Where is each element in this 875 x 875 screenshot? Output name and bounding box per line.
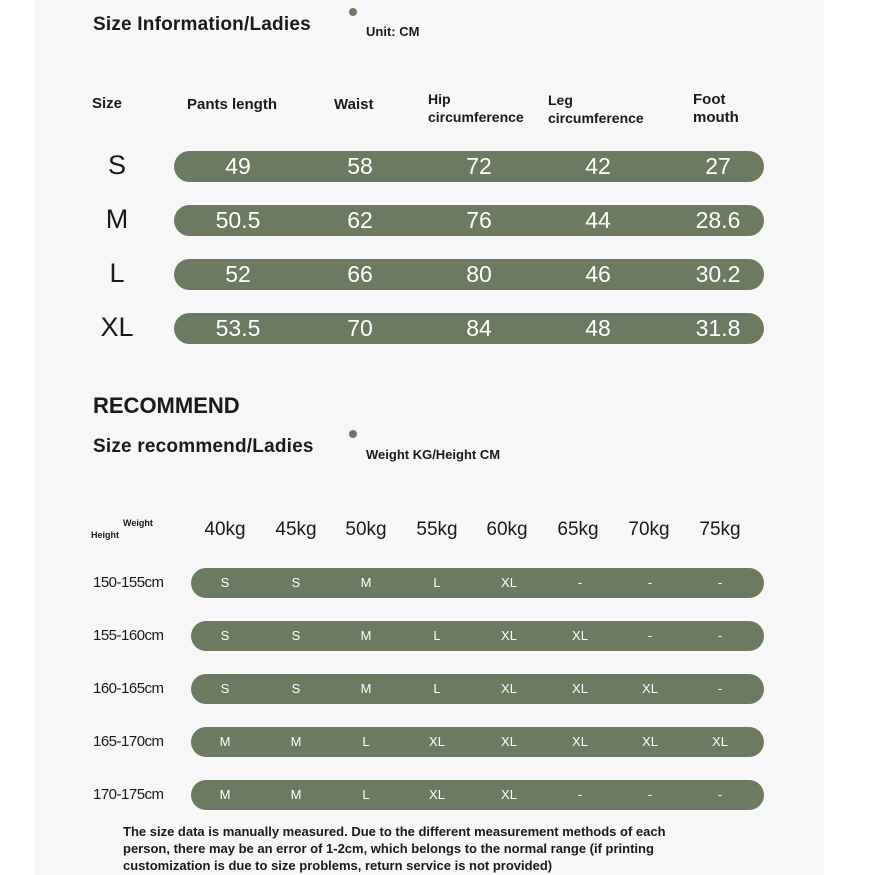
size-row-pill	[174, 205, 764, 236]
recommend-section-title: RECOMMEND	[93, 393, 240, 418]
recommend-unit: Weight KG/Height CM	[366, 447, 501, 462]
recommend-cell: -	[647, 575, 653, 590]
recommend-cell: XL	[501, 628, 517, 643]
size-cell: 72	[466, 153, 492, 179]
recommend-row-pill	[191, 780, 764, 810]
bullet-dot-icon	[349, 8, 357, 16]
weight-header: 70kg	[628, 519, 670, 540]
size-row-label: M	[105, 204, 129, 234]
recommend-title: Size recommend/Ladies	[93, 436, 314, 457]
recommend-cell: -	[717, 628, 723, 643]
recommend-cell: S	[220, 628, 230, 643]
recommend-cell: XL	[572, 734, 588, 749]
recommend-cell: -	[717, 681, 723, 696]
recommend-cell: -	[717, 575, 723, 590]
size-info-unit: Unit: CM	[366, 24, 420, 39]
recommend-cell: XL	[501, 681, 517, 696]
header-size: Size	[92, 95, 123, 112]
size-cell: 62	[347, 207, 373, 233]
header-waist: Waist	[334, 96, 374, 113]
size-row-label: L	[109, 258, 125, 288]
size-cell: 27	[705, 153, 731, 179]
recommend-cell: M	[219, 734, 231, 749]
size-cell: 66	[347, 261, 373, 287]
size-cell: 80	[466, 261, 492, 287]
size-cell: 44	[585, 207, 611, 233]
recommend-cell: M	[290, 734, 302, 749]
recommend-cell: XL	[501, 734, 517, 749]
recommend-cell: M	[360, 628, 372, 643]
recommend-cell: -	[647, 787, 653, 802]
recommend-cell: L	[362, 734, 370, 749]
corner-height-label: Height	[91, 530, 119, 540]
recommend-cell: M	[360, 575, 372, 590]
recommend-cell: S	[220, 575, 230, 590]
weight-header: 60kg	[486, 519, 528, 540]
size-cell: 28.6	[695, 207, 741, 233]
bullet-dot-icon	[349, 430, 357, 438]
recommend-cell: XL	[642, 734, 658, 749]
recommend-cell: S	[291, 681, 301, 696]
recommend-cell: L	[433, 575, 441, 590]
recommend-cell: L	[433, 681, 441, 696]
size-cell: 31.8	[695, 315, 741, 341]
recommend-cell: XL	[501, 787, 517, 802]
weight-header: 50kg	[345, 519, 387, 540]
size-row-label: S	[107, 150, 126, 180]
recommend-cell: XL	[429, 734, 445, 749]
weight-header: 65kg	[557, 519, 599, 540]
height-row-label: 165-170cm	[93, 733, 164, 750]
size-cell: 84	[466, 315, 492, 341]
recommend-cell: S	[291, 575, 301, 590]
recommend-cell: -	[577, 787, 583, 802]
recommend-cell: S	[291, 628, 301, 643]
recommend-cell: XL	[572, 628, 588, 643]
recommend-row-pill	[191, 674, 764, 704]
recommend-cell: XL	[712, 734, 728, 749]
size-cell: 58	[347, 153, 373, 179]
height-row-label: 170-175cm	[93, 786, 164, 803]
height-row-label: 160-165cm	[93, 680, 164, 697]
weight-header: 75kg	[699, 519, 741, 540]
height-row-label: 150-155cm	[93, 574, 164, 591]
size-info-title: Size Information/Ladies	[93, 14, 311, 35]
size-row-pill	[174, 151, 764, 182]
size-cell: 70	[347, 315, 373, 341]
height-row-label: 155-160cm	[93, 627, 164, 644]
header-leg: Leg circumference	[548, 92, 644, 126]
size-row-pill	[174, 259, 764, 290]
corner-weight-label: Weight	[123, 518, 153, 528]
recommend-row-pill	[191, 621, 764, 651]
size-cell: 76	[466, 207, 492, 233]
recommend-cell: -	[577, 575, 583, 590]
recommend-cell: XL	[572, 681, 588, 696]
recommend-row-pill	[191, 727, 764, 757]
weight-header: 55kg	[416, 519, 458, 540]
recommend-cell: S	[220, 681, 230, 696]
recommend-cell: XL	[501, 575, 517, 590]
recommend-cell: -	[717, 787, 723, 802]
size-cell: 53.5	[215, 315, 261, 341]
recommend-row-pill	[191, 568, 764, 598]
size-cell: 52	[225, 261, 251, 287]
measurement-note: The size data is manually measured. Due to the different measurement methods of each person, there may be an error of 1-2cm, which belongs to the normal range (if printing customization is due to size problems, return service is not provided)	[123, 824, 666, 873]
size-cell: 42	[585, 153, 611, 179]
size-cell: 49	[225, 153, 251, 179]
weight-header: 40kg	[204, 519, 246, 540]
recommend-cell: L	[362, 787, 370, 802]
recommend-cell: M	[360, 681, 372, 696]
recommend-cell: XL	[429, 787, 445, 802]
size-cell: 48	[585, 315, 611, 341]
weight-header: 45kg	[275, 519, 317, 540]
recommend-cell: M	[219, 787, 231, 802]
recommend-cell: -	[647, 628, 653, 643]
header-foot-mouth: Foot mouth	[693, 91, 739, 126]
size-cell: 46	[585, 261, 611, 287]
header-hip: Hip circumference	[428, 91, 524, 125]
recommend-cell: XL	[642, 681, 658, 696]
size-row-label: XL	[100, 312, 134, 342]
recommend-cell: L	[433, 628, 441, 643]
size-cell: 50.5	[215, 207, 261, 233]
header-pants-length: Pants length	[187, 96, 278, 113]
size-row-pill	[174, 313, 764, 344]
recommend-cell: M	[290, 787, 302, 802]
size-cell: 30.2	[695, 261, 741, 287]
